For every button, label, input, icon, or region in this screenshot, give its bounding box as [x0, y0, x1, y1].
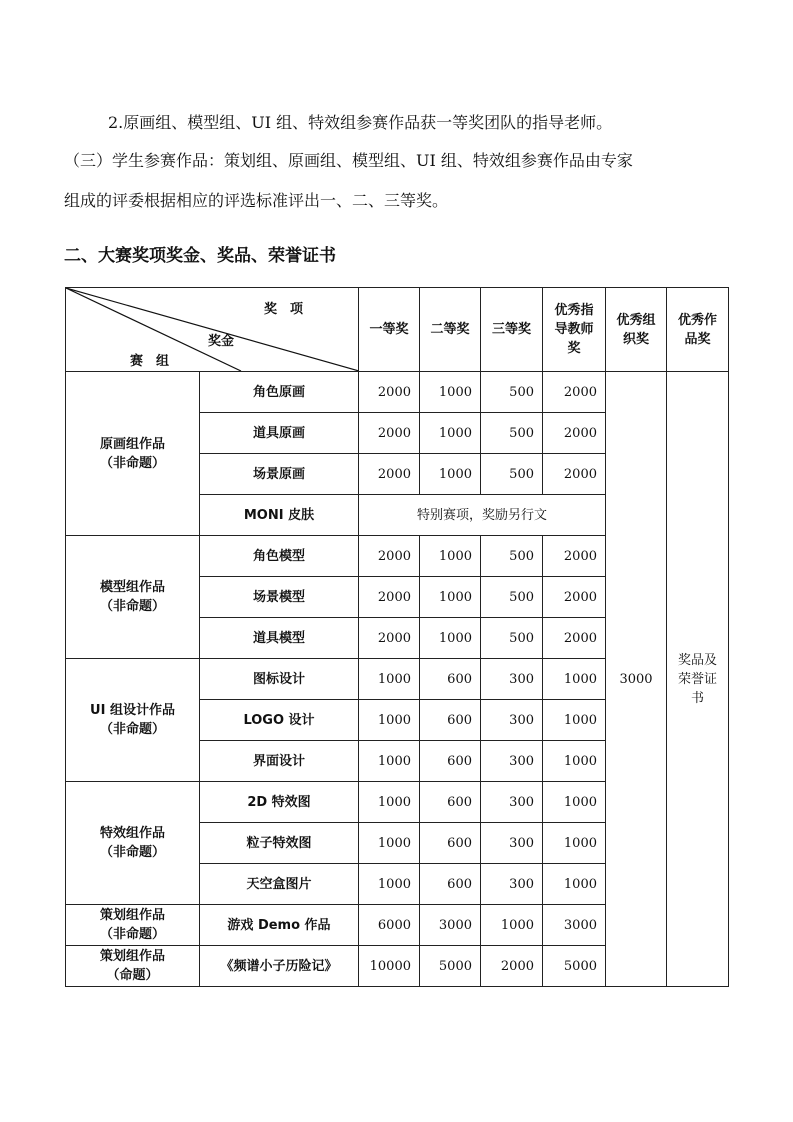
corner-label-award-item: 奖 项 [264, 302, 304, 317]
column-header: 一等奖 [359, 288, 420, 372]
work-award-line: 荣誉证 [677, 671, 717, 687]
item-name-cell: 《频谱小子历险记》 [200, 946, 359, 987]
column-header-line: 优秀组 [616, 312, 656, 328]
prize-value-cell: 600 [420, 741, 481, 782]
prize-value-cell: 500 [481, 536, 543, 577]
column-header [606, 288, 667, 372]
prize-value-cell: 2000 [543, 536, 606, 577]
group-name-line: 策划组作品 [99, 949, 165, 964]
prize-value-cell: 2000 [543, 413, 606, 454]
column-header [543, 288, 606, 372]
work-award-cell [667, 372, 729, 987]
item-name-cell: 角色模型 [200, 536, 359, 577]
group-name-cell [66, 659, 200, 782]
prize-value-cell: 600 [420, 700, 481, 741]
column-header: 二等奖 [420, 288, 481, 372]
prize-value-cell: 1000 [543, 659, 606, 700]
prize-value-cell: 1000 [420, 413, 481, 454]
prize-value-cell: 500 [481, 618, 543, 659]
group-name-line: （命题） [106, 968, 159, 983]
item-name-cell: MONI 皮肤 [200, 495, 359, 536]
column-header-line: 优秀作 [677, 312, 717, 328]
work-award-line: 书 [690, 690, 704, 706]
prize-value-cell: 1000 [543, 700, 606, 741]
prize-value-cell: 1000 [359, 823, 420, 864]
org-award-cell: 3000 [606, 372, 667, 987]
prize-value-cell: 600 [420, 823, 481, 864]
item-name-cell: LOGO 设计 [200, 700, 359, 741]
item-name-cell: 2D 特效图 [200, 782, 359, 823]
group-name-line: 模型组作品 [99, 580, 165, 595]
prize-value-cell: 300 [481, 864, 543, 905]
item-name-cell: 游戏 Demo 作品 [200, 905, 359, 946]
prize-value-cell: 1000 [543, 741, 606, 782]
prize-value-cell: 10000 [359, 946, 420, 987]
diagonal-corner-header [66, 288, 359, 372]
prize-value-cell: 2000 [543, 372, 606, 413]
group-name-line: 策划组作品 [99, 908, 165, 923]
prize-value-cell: 3000 [543, 905, 606, 946]
prize-value-cell: 300 [481, 823, 543, 864]
prize-value-cell: 2000 [543, 618, 606, 659]
corner-label-group: 赛 组 [130, 354, 170, 369]
prize-value-cell: 600 [420, 864, 481, 905]
prize-value-cell: 500 [481, 413, 543, 454]
prize-value-cell: 6000 [359, 905, 420, 946]
prize-value-cell: 5000 [420, 946, 481, 987]
prize-value-cell: 5000 [543, 946, 606, 987]
column-header-line: 奖 [567, 341, 581, 356]
prize-value-cell: 600 [420, 659, 481, 700]
prize-value-cell: 2000 [359, 577, 420, 618]
group-name-line: （非命题） [99, 722, 165, 737]
prize-value-cell: 1000 [359, 659, 420, 700]
prize-value-cell: 2000 [359, 372, 420, 413]
prize-value-cell: 2000 [359, 413, 420, 454]
column-header [667, 288, 729, 372]
group-name-line: （非命题） [99, 599, 165, 614]
group-name-line: （非命题） [99, 845, 165, 860]
diagonal-lines [66, 288, 359, 371]
column-header-line: 导教师 [554, 322, 594, 337]
prize-value-cell: 2000 [359, 536, 420, 577]
column-header: 三等奖 [481, 288, 543, 372]
prize-value-cell: 300 [481, 741, 543, 782]
prize-value-cell: 1000 [420, 618, 481, 659]
group-name-cell [66, 372, 200, 536]
work-award-line: 奖品及 [677, 652, 717, 668]
column-header-line: 优秀指 [554, 303, 594, 318]
group-name-cell [66, 536, 200, 659]
awards-table [65, 287, 729, 987]
prize-value-cell: 2000 [543, 454, 606, 495]
prize-value-cell: 1000 [359, 864, 420, 905]
prize-value-cell: 300 [481, 659, 543, 700]
group-name-line: （非命题） [99, 455, 165, 471]
prize-value-cell: 300 [481, 700, 543, 741]
table-row [66, 372, 729, 413]
prize-value-cell: 1000 [420, 372, 481, 413]
group-name-cell [66, 905, 200, 946]
prize-value-cell: 1000 [543, 864, 606, 905]
item-name-cell: 粒子特效图 [200, 823, 359, 864]
prize-value-cell: 3000 [420, 905, 481, 946]
prize-value-cell: 500 [481, 454, 543, 495]
section-heading: 二、大赛奖项奖金、奖品、荣誉证书 [64, 246, 336, 266]
prize-value-cell: 2000 [359, 454, 420, 495]
group-name-line: 原画组作品 [99, 436, 165, 452]
prize-value-cell: 1000 [543, 782, 606, 823]
prize-value-cell: 600 [420, 782, 481, 823]
item-name-cell: 道具原画 [200, 413, 359, 454]
prize-value-cell: 2000 [359, 618, 420, 659]
group-name-line: （非命题） [99, 927, 165, 942]
paragraph-mentor-award: 2.原画组、模型组、UI 组、特效组参赛作品获一等奖团队的指导老师。 [108, 113, 613, 132]
group-name-line: 特效组作品 [99, 826, 165, 841]
header-row [66, 288, 729, 372]
prize-value-cell: 1000 [481, 905, 543, 946]
item-name-cell: 图标设计 [200, 659, 359, 700]
column-header-line: 品奖 [684, 331, 711, 347]
prize-value-cell: 500 [481, 372, 543, 413]
prize-value-cell: 1000 [543, 823, 606, 864]
prize-value-cell: 1000 [359, 741, 420, 782]
prize-value-cell: 1000 [420, 577, 481, 618]
group-name-cell [66, 782, 200, 905]
special-note-cell: 特别赛项，奖励另行文 [359, 495, 606, 536]
prize-value-cell: 1000 [359, 782, 420, 823]
paragraph-student-works-line2: 组成的评委根据相应的评选标准评出一、二、三等奖。 [64, 191, 449, 210]
item-name-cell: 道具模型 [200, 618, 359, 659]
item-name-cell: 场景模型 [200, 577, 359, 618]
prize-value-cell: 2000 [543, 577, 606, 618]
prize-value-cell: 1000 [359, 700, 420, 741]
prize-value-cell: 1000 [420, 536, 481, 577]
item-name-cell: 场景原画 [200, 454, 359, 495]
prize-value-cell: 1000 [420, 454, 481, 495]
item-name-cell: 天空盒图片 [200, 864, 359, 905]
item-name-cell: 角色原画 [200, 372, 359, 413]
prize-value-cell: 500 [481, 577, 543, 618]
group-name-line: UI 组设计作品 [90, 703, 175, 718]
group-name-cell [66, 946, 200, 987]
diagonal-line-1 [66, 288, 359, 371]
item-name-cell: 界面设计 [200, 741, 359, 782]
column-header-line: 织奖 [622, 331, 649, 347]
prize-value-cell: 300 [481, 782, 543, 823]
corner-label-prize-money: 奖金 [208, 334, 235, 349]
paragraph-student-works-line1: （三）学生参赛作品：策划组、原画组、模型组、UI 组、特效组参赛作品由专家 [64, 151, 633, 170]
prize-value-cell: 2000 [481, 946, 543, 987]
